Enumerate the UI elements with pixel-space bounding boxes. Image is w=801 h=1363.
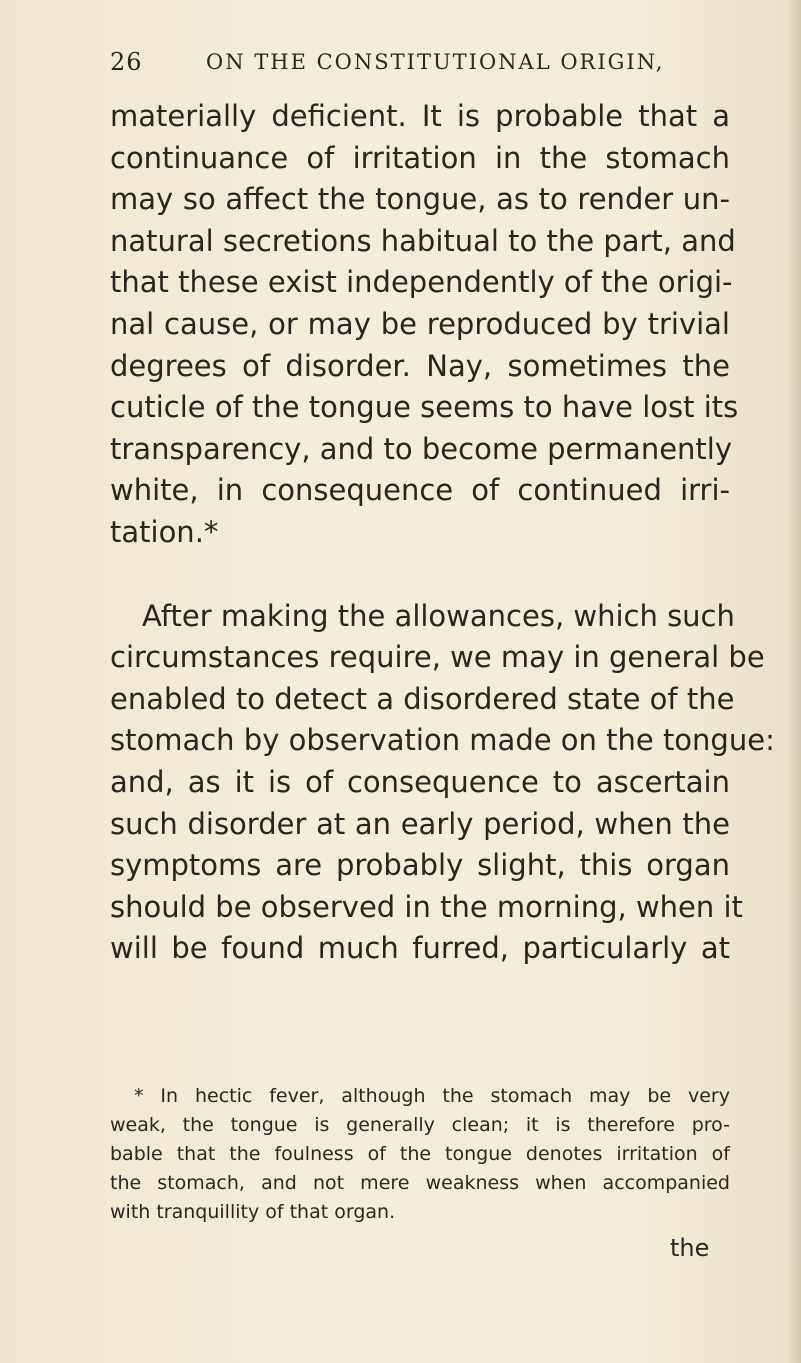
text-line: natural secretions habitual to the part, and — [110, 223, 736, 258]
catchword: the — [670, 1234, 710, 1262]
footnote-line: with tranquillity of that organ. — [110, 1201, 396, 1223]
text-line: should be observed in the morning, when it — [110, 889, 743, 924]
running-head-title: ON THE CONSTITUTIONAL ORIGIN, — [206, 50, 665, 74]
text-line: symptoms are probably slight, this organ — [110, 848, 730, 883]
text-line: will be found much furred, particularly at — [110, 931, 730, 966]
text-line: white, in consequence of continued irri- — [110, 473, 730, 508]
text-line: and, as it is of consequence to ascertain — [110, 764, 730, 799]
text-line: degrees of disorder. Nay, sometimes the — [110, 348, 730, 383]
page-number: 26 — [110, 48, 143, 76]
text-line: continuance of irritation in the stomach — [110, 140, 730, 175]
text-line: transparency, and to become permanently — [110, 431, 733, 466]
footnote-line: the stomach, and not mere weakness when accompanied — [110, 1172, 730, 1194]
text-line: circumstances require, we may in general be — [110, 640, 765, 675]
text-line: After making the allowances, which such — [142, 598, 735, 633]
text-line: that these exist independently of the origi- — [110, 265, 733, 300]
text-line: tation.* — [110, 514, 219, 549]
footnote-line: bable that the foulness of the tongue denotes irritation of — [110, 1143, 730, 1165]
body-text — [110, 96, 775, 970]
footnote-line: weak, the tongue is generally clean; it is therefore pro- — [110, 1114, 730, 1136]
text-line: cuticle of the tongue seems to have lost its — [110, 390, 739, 425]
paragraph-1 — [110, 96, 739, 554]
page-edge-shadow — [787, 0, 801, 1363]
text-line: enabled to detect a disordered state of the — [110, 681, 735, 716]
footnote-line: * In hectic fever, although the stomach may be very — [134, 1085, 730, 1107]
text-line: such disorder at an early period, when the — [110, 806, 730, 841]
text-line: materially deficient. It is probable that a — [110, 99, 730, 133]
running-head — [110, 44, 670, 78]
paragraph-gap — [110, 554, 730, 596]
text-line: nal cause, or may be reproduced by trivial — [110, 306, 730, 341]
footnote — [110, 1082, 730, 1227]
text-line: stomach by observation made on the tongue: — [110, 723, 775, 758]
text-line: may so affect the tongue, as to render un- — [110, 182, 730, 217]
paragraph-2 — [110, 596, 775, 970]
